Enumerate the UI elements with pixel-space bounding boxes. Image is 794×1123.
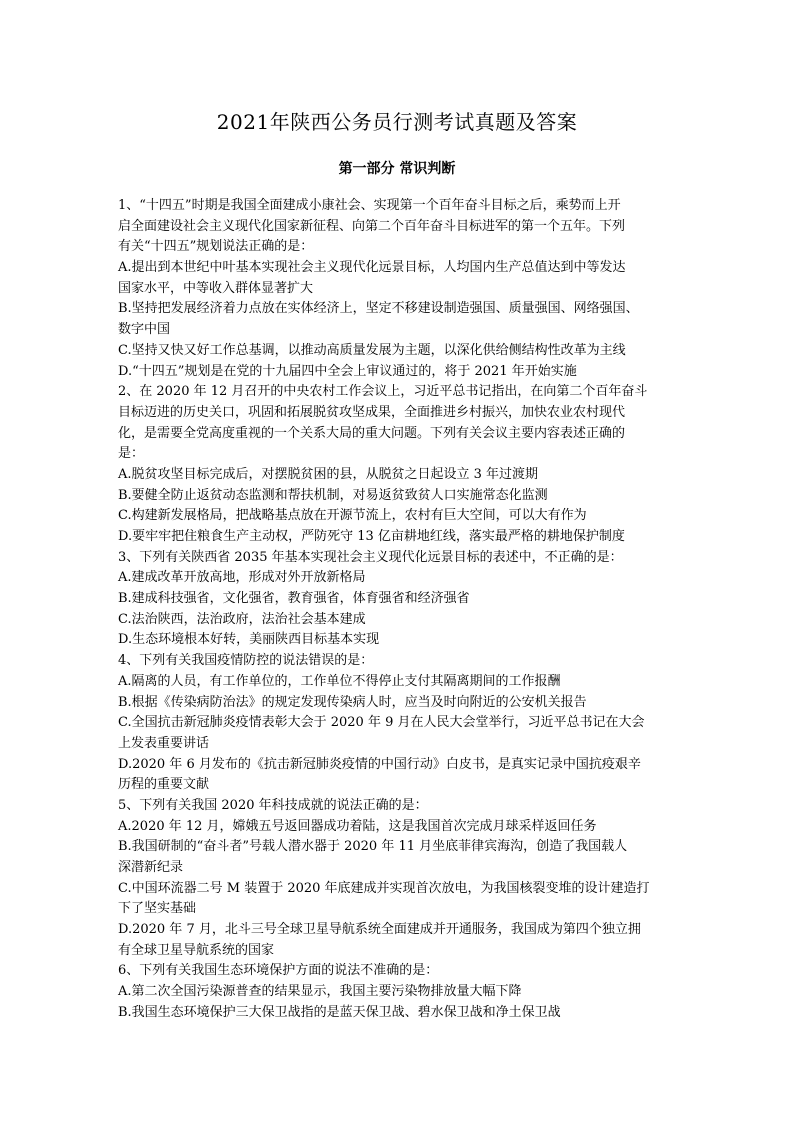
text-line: A.第二次全国污染源普查的结果显示，我国主要污染物排放量大幅下降 xyxy=(118,984,522,1000)
text-line: 国家水平，中等收入群体显著扩大 xyxy=(118,280,314,296)
text-line: B.根据《传染病防治法》的规定发现传染病人时，应当及时向附近的公安机关报告 xyxy=(118,694,587,710)
text-line: 3、下列有关陕西省 2035 年基本实现社会主义现代化远景目标的表述中，不正确的是： xyxy=(118,549,623,565)
text-line: C.法治陕西，法治政府，法治社会基本建成 xyxy=(118,611,366,627)
text-line: 有关“十四五”规划说法正确的是： xyxy=(118,239,314,255)
text-line: D.2020 年 6 月发布的《抗击新冠肺炎疫情的中国行动》白皮书，是真实记录中国抗疫艰辛 xyxy=(118,756,641,772)
text-line: 上发表重要讲话 xyxy=(118,735,210,751)
text-line: 6、下列有关我国生态环境保护方面的说法不准确的是： xyxy=(118,963,439,979)
text-line: C.中国环流器二号 M 装置于 2020 年底建成并实现首次放电，为我国核裂变堆的设计建造打 xyxy=(118,880,650,896)
text-line: 下了坚实基础 xyxy=(118,901,197,917)
text-line: D.2020 年 7 月，北斗三号全球卫星导航系统全面建成并开通服务，我国成为第四个独立拥 xyxy=(118,922,641,938)
text-line: D.要牢牢把住粮食生产主动权，严防死守 13 亿亩耕地红线，落实最严格的耕地保护制度 xyxy=(118,529,625,544)
text-line: D.生态环境根本好转，美丽陕西目标基本实现 xyxy=(118,632,380,648)
text-line: B.我国研制的“奋斗者”号载人潜水器于 2020 年 11 月坐底菲律宾海沟，创造了我国载人 xyxy=(118,839,628,855)
text-line: B.建成科技强省，文化强省，教育强省，体育强省和经济强省 xyxy=(118,591,470,607)
text-line: C.全国抗击新冠肺炎疫情表彰大会于 2020 年 9 月在人民大会堂举行，习近平总书记在大会 xyxy=(118,715,645,731)
text-line: 4、下列有关我国疫情防控的说法错误的是： xyxy=(118,653,374,669)
text-line: D.“十四五”规划是在党的十九届四中全会上审议通过的，将于 2021 年开始实施 xyxy=(118,363,577,379)
text-line: 1、“十四五”时期是我国全面建成小康社会、实现第一个百年奋斗目标之后，乘势而上开 xyxy=(118,198,621,213)
text-line: 启全面建设社会主义现代化国家新征程、向第二个百年奋斗目标进军的第一个五年。下列 xyxy=(118,218,626,234)
text-line: B.我国生态环境保护三大保卫战指的是蓝天保卫战、碧水保卫战和净土保卫战 xyxy=(118,1004,561,1020)
text-line: C.坚持又快又好工作总基调，以推动高质量发展为主题，以深化供给侧结构性改革为主线 xyxy=(118,342,626,358)
text-line: 5、下列有关我国 2020 年科技成就的说法正确的是： xyxy=(118,797,428,813)
text-line: A.建成改革开放高地，形成对外开放新格局 xyxy=(118,570,366,586)
document-body xyxy=(118,196,678,1024)
text-line: 2、在 2020 年 12 月召开的中央农村工作会议上，习近平总书记指出，在向第二个百年奋斗 xyxy=(118,384,648,400)
text-line: 是： xyxy=(118,446,145,462)
text-line: A.2020 年 12 月，嫦娥五号返回器成功着陆，这是我国首次完成月球采样返回任务 xyxy=(118,818,597,834)
document-title: 2021年陕西公务员行测考试真题及答案 xyxy=(216,110,578,134)
text-line: C.构建新发展格局，把战略基点放在开源节流上，农村有巨大空间，可以大有作为 xyxy=(118,508,587,524)
text-line: B.坚持把发展经济着力点放在实体经济上，坚定不移建设制造强国、质量强国、网络强国、 xyxy=(118,301,639,317)
text-line: 化，是需要全党高度重视的一个关系大局的重大问题。下列有关会议主要内容表述正确的 xyxy=(118,425,626,441)
text-line: 历程的重要文献 xyxy=(118,777,210,793)
text-line: A.提出到本世纪中叶基本实现社会主义现代化远景目标，人均国内生产总值达到中等发达 xyxy=(118,260,626,276)
text-line: B.要健全防止返贫动态监测和帮扶机制，对易返贫致贫人口实施常态化监测 xyxy=(118,487,548,503)
text-line: A.隔离的人员，有工作单位的，工作单位不得停止支付其隔离期间的工作报酬 xyxy=(118,673,561,689)
text-line: 深潜新纪录 xyxy=(118,860,184,875)
text-line: 有全球卫星导航系统的国家 xyxy=(118,942,275,958)
text-line: 目标迈进的历史关口，巩固和拓展脱贫攻坚成果，全面推进乡村振兴，加快农业农村现代 xyxy=(118,404,626,420)
text-line: 数字中国 xyxy=(118,322,171,338)
section-heading: 第一部分 常识判断 xyxy=(338,161,456,177)
text-line: A.脱贫攻坚目标完成后，对摆脱贫困的县，从脱贫之日起设立 3 年过渡期 xyxy=(118,466,539,482)
